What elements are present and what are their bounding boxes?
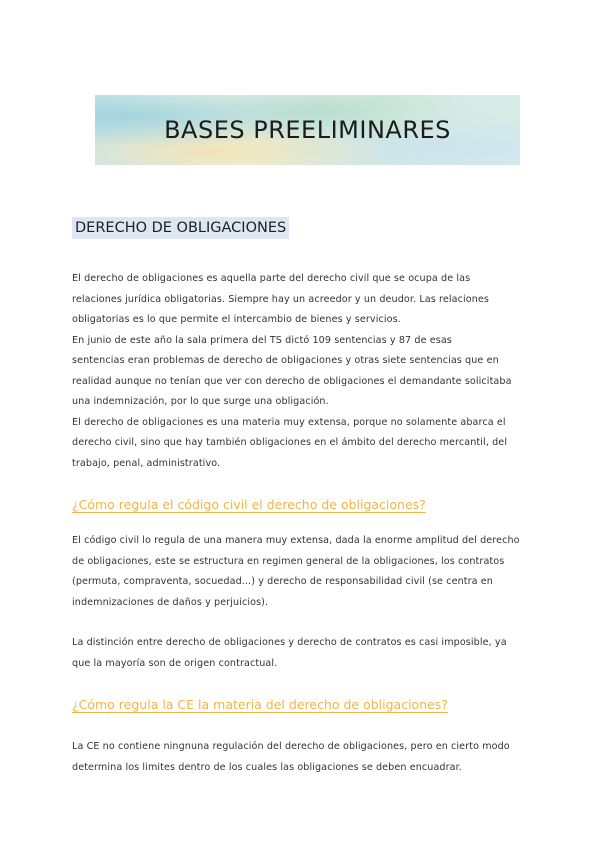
title-banner (95, 95, 520, 165)
text-line: derecho civil, sino que hay también obligaciones en el ámbito del derecho mercantil, del (72, 437, 508, 448)
text-line: (permuta, compraventa, socuedad...) y derecho de responsabilidad civil (se centra en (72, 576, 493, 587)
text-line: que la mayoría son de origen contractual. (72, 657, 278, 669)
text-line: La CE no contiene ningnuna regulación del derecho de obligaciones, pero en cierto modo (72, 741, 510, 752)
intro-paragraph (72, 269, 528, 474)
text-line: relaciones jurídica obligatorias. Siempre hay un acreedor y un deudor. Las relaciones (72, 293, 490, 305)
distincion-paragraph (72, 633, 528, 674)
question-heading-codigo-civil: ¿Cómo regula el código civil el derecho de obligaciones? (72, 497, 426, 512)
ce-paragraph (72, 737, 528, 778)
text-line: trabajo, penal, administrativo. (72, 457, 221, 469)
text-line: una indemnización, por lo que surge una obligación. (72, 396, 329, 407)
text-line: El derecho de obligaciones es aquella parte del derecho civil que se ocupa de las (72, 273, 471, 284)
text-line: realidad aunque no tenían que ver con derecho de obligaciones el demandante solicitaba (72, 375, 512, 387)
codigo-civil-paragraph (72, 531, 528, 613)
text-line: determina los limites dentro de los cuales las obligaciones se deben encuadrar. (72, 761, 462, 773)
text-line: de obligaciones, este se estructura en regimen general de la obligaciones, los contratos (72, 555, 505, 567)
question-heading-ce: ¿Cómo regula la CE la materia del derecho de obligaciones? (72, 697, 448, 712)
text-line: La distinción entre derecho de obligaciones y derecho de contratos es casi imposible, ya (72, 637, 507, 648)
text-line: El código civil lo regula de una manera muy extensa, dada la enorme amplitud del derecho (72, 535, 520, 546)
text-line: sentencias eran problemas de derecho de obligaciones y otras siete sentencias que en (72, 355, 499, 366)
page-title: BASES PREELIMINARES (164, 116, 451, 144)
text-line: indemnizaciones de daños y perjuicios). (72, 596, 269, 608)
text-line: obligatorias es lo que permite el intercambio de bienes y servicios. (72, 314, 401, 325)
section-heading: DERECHO DE OBLIGACIONES (72, 217, 289, 239)
text-line: En junio de este año la sala primera del TS dictó 109 sentencias y 87 de esas (72, 334, 452, 346)
text-line: El derecho de obligaciones es una materia muy extensa, porque no solamente abarca el (72, 416, 506, 428)
